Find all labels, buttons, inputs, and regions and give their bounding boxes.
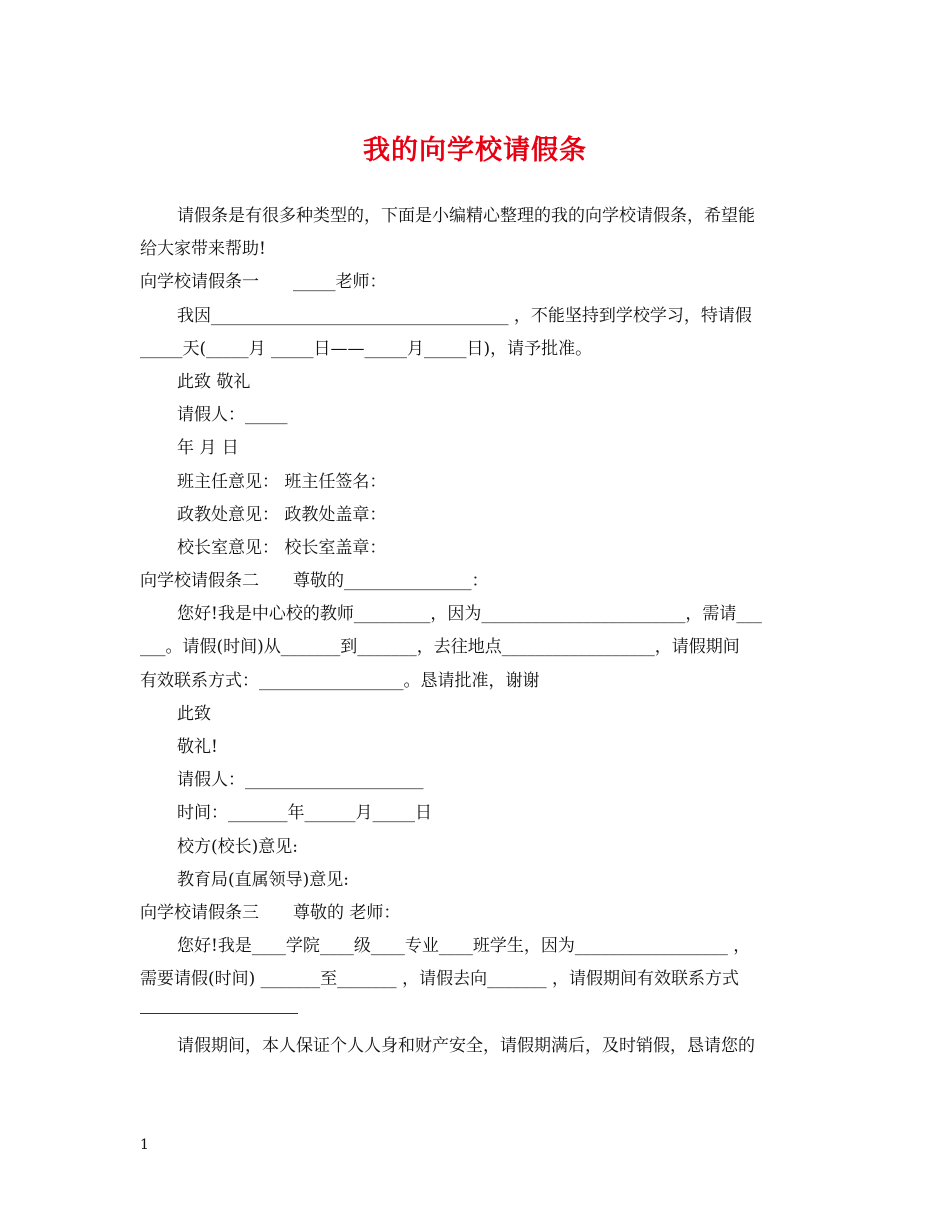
text-line: 您好!我是中心校的教师_________，因为________________________，需请___ xyxy=(177,604,762,625)
approval-line: 班主任意见： 班主任签名： xyxy=(177,471,387,492)
section-heading-2: 向学校请假条二 尊敬的_______________： xyxy=(140,571,489,592)
closing-line: 此致 敬礼 xyxy=(177,371,251,392)
closing-line: 敬礼! xyxy=(177,737,218,757)
text-line: ___。请假(时间)从_______到_______，去往地点__________________，请假期间 xyxy=(140,637,740,658)
text-line: 您好!我是____学院____级____专业____班学生，因为__________________ ， xyxy=(177,936,751,957)
section-heading-1: 向学校请假条一 _____老师： xyxy=(140,272,387,293)
text-line: 有效联系方式：_________________。恳请批准，谢谢 xyxy=(140,670,540,691)
section-heading-3: 向学校请假条三 尊敬的 老师： xyxy=(140,902,401,923)
blank-underline xyxy=(140,997,812,1030)
date-line: 年 月 日 xyxy=(177,438,239,459)
text-line: 需要请假(时间) _______至_______ ，请假去向_______ ，请假期间有效联系方式 xyxy=(140,969,739,990)
intro-line: 请假条是有很多种类型的，下面是小编精心整理的我的向学校请假条，希望能 xyxy=(177,206,755,226)
underline-bar xyxy=(140,1013,298,1014)
text-line: 我因___________________________________ ，不能坚持到学校学习，特请假 xyxy=(177,305,752,326)
page-number: 1 xyxy=(140,1137,149,1153)
approval-line: 政教处意见： 政教处盖章： xyxy=(177,504,387,525)
closing-line: 此致 xyxy=(177,703,211,724)
document-body xyxy=(140,200,812,1063)
document-title: 我的向学校请假条 xyxy=(363,135,587,166)
approval-line: 教育局(直属领导)意见: xyxy=(177,869,349,890)
text-line: 请假期间，本人保证个人人身和财产安全，请假期满后，及时销假，恳请您的 xyxy=(177,1035,755,1056)
applicant-line: 请假人：_____ xyxy=(177,405,288,426)
intro-line-cont: 给大家带来帮助! xyxy=(140,239,266,260)
approval-line: 校方(校长)意见: xyxy=(177,836,298,857)
approval-line: 校长室意见： 校长室盖章： xyxy=(177,537,387,558)
text-line: _____天(_____月 _____日——_____月_____日)，请予批准。 xyxy=(140,338,593,359)
applicant-line: 请假人：_____________________ xyxy=(177,770,424,791)
date-line: 时间：_______年______月_____日 xyxy=(177,803,432,824)
